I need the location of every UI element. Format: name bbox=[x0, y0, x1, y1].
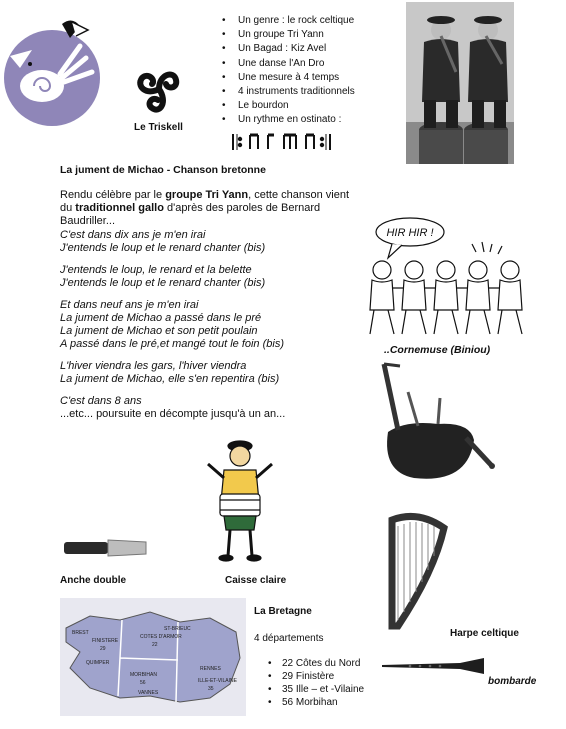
map-label: ILLE-ET-VILAINE bbox=[198, 678, 237, 684]
stanza bbox=[60, 299, 284, 351]
map-label: BREST bbox=[72, 630, 89, 636]
bombarde-image bbox=[380, 656, 490, 676]
stanza bbox=[60, 395, 285, 421]
lyric-line: La jument de Michao, elle s'en repentira (bis) bbox=[60, 373, 280, 385]
map-label: VANNES bbox=[138, 690, 159, 696]
list-item: • Un Bagad : Kiz Avel bbox=[222, 42, 355, 56]
lyric-line: C'est dans 8 ans bbox=[60, 395, 142, 407]
map-label: FINISTERE bbox=[92, 638, 119, 644]
stanza bbox=[60, 229, 265, 255]
intro-text: Rendu célèbre par le bbox=[60, 189, 166, 201]
map-label: ST-BRIEUC bbox=[164, 626, 191, 632]
map-label: COTES D'ARMOR bbox=[140, 634, 182, 640]
lyric-line: La jument de Michao et son petit poulain bbox=[60, 325, 258, 337]
lyric-line: J'entends le loup et le renard chanter (bis) bbox=[60, 277, 266, 289]
map-label: 56 bbox=[140, 680, 146, 686]
intro-text: , cette chanson vient du bbox=[60, 189, 350, 214]
triskell-icon bbox=[130, 60, 188, 118]
caption-cornemuse: ..Cornemuse (Biniou) bbox=[384, 344, 491, 356]
bretagne-title: La Bretagne bbox=[254, 606, 312, 617]
lyric-line: J'entends le loup et le renard chanter (bis) bbox=[60, 242, 266, 254]
rhythm-notation-icon bbox=[230, 131, 350, 153]
map-label: QUIMPER bbox=[86, 660, 110, 666]
lyric-line: C'est dans dix ans je m'en irai bbox=[60, 229, 206, 241]
list-item: • 56 Morbihan bbox=[268, 696, 364, 709]
double-reed-image bbox=[62, 534, 148, 560]
drummer-cartoon bbox=[198, 434, 282, 566]
musicians-photo bbox=[406, 2, 514, 164]
intro-text: d'après des paroles de Bernard Baudriller... bbox=[60, 202, 321, 227]
map-label: MORBIHAN bbox=[130, 672, 157, 678]
lyric-line: L'hiver viendra les gars, l'hiver viendra bbox=[60, 360, 247, 372]
triskell-label: Le Triskell bbox=[134, 122, 183, 133]
lyric-line: A passé dans le pré,et mangé tout le foin (bis) bbox=[60, 338, 284, 350]
map-label: 22 bbox=[152, 642, 158, 648]
caption-anche-double: Anche double bbox=[60, 575, 127, 586]
stanza bbox=[60, 360, 279, 386]
harp-image bbox=[384, 512, 450, 634]
bretagne-subtitle: 4 départements bbox=[254, 633, 324, 644]
stanza bbox=[60, 264, 265, 290]
lyric-line: J'entends le loup, le renard et la belette bbox=[60, 264, 252, 276]
list-item: • Un rythme en ostinato : bbox=[222, 113, 355, 127]
departements-list bbox=[268, 657, 364, 709]
map-label: 35 bbox=[208, 686, 214, 692]
caption-caisse-claire: Caisse claire bbox=[225, 575, 287, 586]
map-label: RENNES bbox=[200, 666, 221, 672]
list-item: • 22 Côtes du Nord bbox=[268, 657, 364, 670]
speech-bubble-text: HIR HIR ! bbox=[386, 227, 434, 239]
list-item: • Une danse l'An Dro bbox=[222, 57, 355, 71]
bagpipe-image bbox=[378, 360, 498, 490]
lyric-line: ...etc... poursuite en décompte jusqu'à un an... bbox=[60, 408, 286, 420]
lyric-line: La jument de Michao a passé dans le pré bbox=[60, 312, 262, 324]
breton-logo bbox=[2, 16, 100, 134]
caption-harpe-celtique: Harpe celtique bbox=[450, 628, 519, 639]
bretagne-map bbox=[60, 598, 246, 716]
lyric-line: Et dans neuf ans je m'en irai bbox=[60, 299, 199, 311]
intro-origin: traditionnel gallo bbox=[75, 202, 164, 214]
caption-bombarde: bombarde bbox=[488, 676, 537, 687]
list-item: • Une mesure à 4 temps bbox=[222, 71, 355, 85]
list-item: • Le bourdon bbox=[222, 99, 355, 113]
intro-paragraph bbox=[60, 189, 360, 228]
facts-list bbox=[222, 14, 355, 128]
list-item: • Un genre : le rock celtique bbox=[222, 14, 355, 28]
list-item: • 35 Ille – et -Vilaine bbox=[268, 683, 364, 696]
song-title: La jument de Michao - Chanson bretonne bbox=[60, 164, 266, 176]
list-item: • 4 instruments traditionnels bbox=[222, 85, 355, 99]
intro-group: groupe Tri Yann bbox=[165, 189, 249, 201]
dancers-cartoon bbox=[352, 214, 542, 342]
list-item: • 29 Finistère bbox=[268, 670, 364, 683]
list-item: • Un groupe Tri Yann bbox=[222, 28, 355, 42]
map-label: 29 bbox=[100, 646, 106, 652]
